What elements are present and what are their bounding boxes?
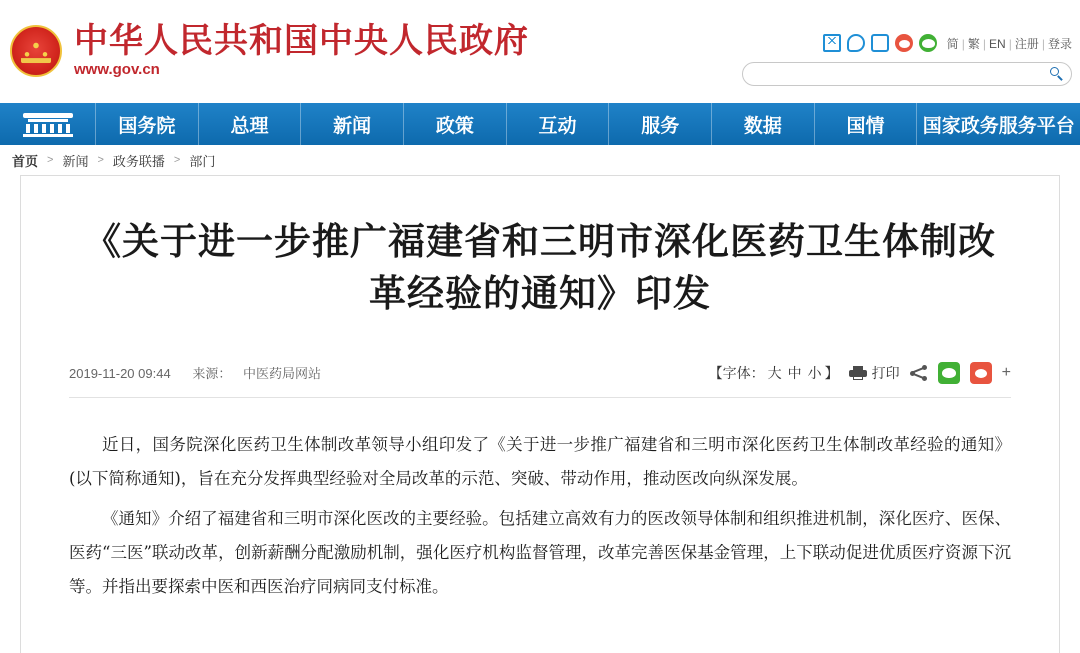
sep-1: |	[961, 36, 965, 51]
fontsize-label: 【字体：	[708, 364, 765, 381]
nav-item-service[interactable]: 服务	[609, 103, 712, 145]
nav-item-national-conditions[interactable]: 国情	[815, 103, 918, 145]
site-brand[interactable]	[10, 22, 529, 79]
wechat-share-icon[interactable]	[938, 362, 960, 384]
nav-item-premier[interactable]: 总理	[199, 103, 302, 145]
sep-3: |	[1008, 36, 1012, 51]
more-share-icon[interactable]: +	[1001, 363, 1011, 381]
breadcrumb-item-home[interactable]: 首页	[12, 153, 39, 169]
chat-icon[interactable]	[847, 34, 865, 52]
language-links	[947, 35, 1072, 52]
article	[21, 176, 1059, 604]
mail-icon[interactable]	[823, 34, 841, 52]
article-meta-row	[69, 354, 1011, 398]
article-date: 2019-11-20 09:44	[69, 366, 171, 381]
brand-text	[74, 22, 529, 79]
fontsize-medium[interactable]: 中	[787, 364, 802, 381]
search-input[interactable]	[755, 63, 1043, 85]
search-icon[interactable]	[1049, 66, 1065, 82]
tiananmen-home-icon	[23, 111, 73, 137]
site-domain: www.gov.cn	[74, 61, 160, 78]
print-label: 打印	[871, 364, 900, 381]
nav-item-data[interactable]: 数据	[712, 103, 815, 145]
nav-item-interaction[interactable]: 互动	[507, 103, 610, 145]
nav-item-news[interactable]: 新闻	[301, 103, 404, 145]
weibo-icon[interactable]	[895, 34, 913, 52]
link-simplified[interactable]: 简	[946, 36, 959, 51]
breadcrumb	[0, 145, 1080, 175]
link-english[interactable]: EN	[989, 36, 1006, 51]
site-header	[0, 0, 1080, 103]
nav-item-government-service-platform[interactable]: 国家政务服务平台	[922, 115, 1075, 137]
fontsize-large[interactable]: 大	[767, 364, 782, 381]
article-paragraph: 近日，国务院深化医药卫生体制改革领导小组印发了《关于进一步推广福建省和三明市深化医药卫生体制改革经验的通知》(以下简称通知)，旨在充分发挥典型经验对全局改革的示范、突破、带动作用，推动医改向纵深发展。	[69, 435, 1011, 488]
fontsize-control	[709, 363, 839, 383]
fontsize-close: 】	[824, 364, 839, 381]
nav-item-state-council[interactable]: 国务院	[96, 103, 199, 145]
sep-2: |	[982, 36, 987, 51]
header-utility-area	[742, 32, 1072, 86]
link-register[interactable]: 注册	[1014, 36, 1039, 51]
article-title: 《关于进一步推广福建省和三明市深化医药卫生体制改革经验的通知》印发	[84, 221, 996, 314]
nav-item-policy[interactable]: 政策	[404, 103, 507, 145]
breadcrumb-arrow-2: >	[97, 154, 104, 166]
header-icon-row	[742, 32, 1072, 54]
breadcrumb-item-news[interactable]: 新闻	[62, 153, 89, 169]
weibo-share-icon[interactable]	[970, 362, 992, 384]
wechat-icon[interactable]	[919, 34, 937, 52]
national-emblem-icon	[10, 25, 62, 77]
article-source[interactable]: 中医药局网站	[242, 366, 321, 381]
article-toolbar	[709, 362, 1011, 384]
article-container	[20, 175, 1060, 653]
breadcrumb-item-government-broadcast[interactable]: 政务联播	[112, 153, 165, 169]
share-icon[interactable]	[910, 365, 928, 381]
search-bar[interactable]	[742, 62, 1072, 86]
link-login[interactable]: 登录	[1047, 36, 1072, 51]
sep-4: |	[1041, 36, 1045, 51]
site-title: 中华人民共和国中央人民政府	[74, 22, 529, 60]
article-body	[69, 428, 1011, 604]
main-nav	[0, 103, 1080, 145]
breadcrumb-arrow-1: >	[47, 154, 54, 166]
article-paragraph: 《通知》介绍了福建省和三明市深化医改的主要经验。包括建立高效有力的医改领导体制和组织推进机制，深化医疗、医保、医药“三医”联动改革，创新薪酬分配激励机制，强化医疗机构监督管理，改革完善医保基金管理，上下联动促进优质医疗资源下沉等。并指出要探索中医和西医治疗同病同支付标准。	[69, 509, 1011, 596]
printer-icon	[849, 366, 867, 380]
article-source-label: 来源：	[192, 366, 232, 381]
mobile-icon[interactable]	[871, 34, 889, 52]
fontsize-small[interactable]: 小	[807, 364, 822, 381]
breadcrumb-arrow-3: >	[173, 154, 181, 166]
link-traditional[interactable]: 繁	[967, 36, 980, 51]
article-meta-left	[69, 363, 321, 382]
breadcrumb-item-department[interactable]: 部门	[189, 153, 216, 169]
print-button[interactable]	[849, 363, 900, 383]
nav-home-link[interactable]	[0, 103, 96, 145]
